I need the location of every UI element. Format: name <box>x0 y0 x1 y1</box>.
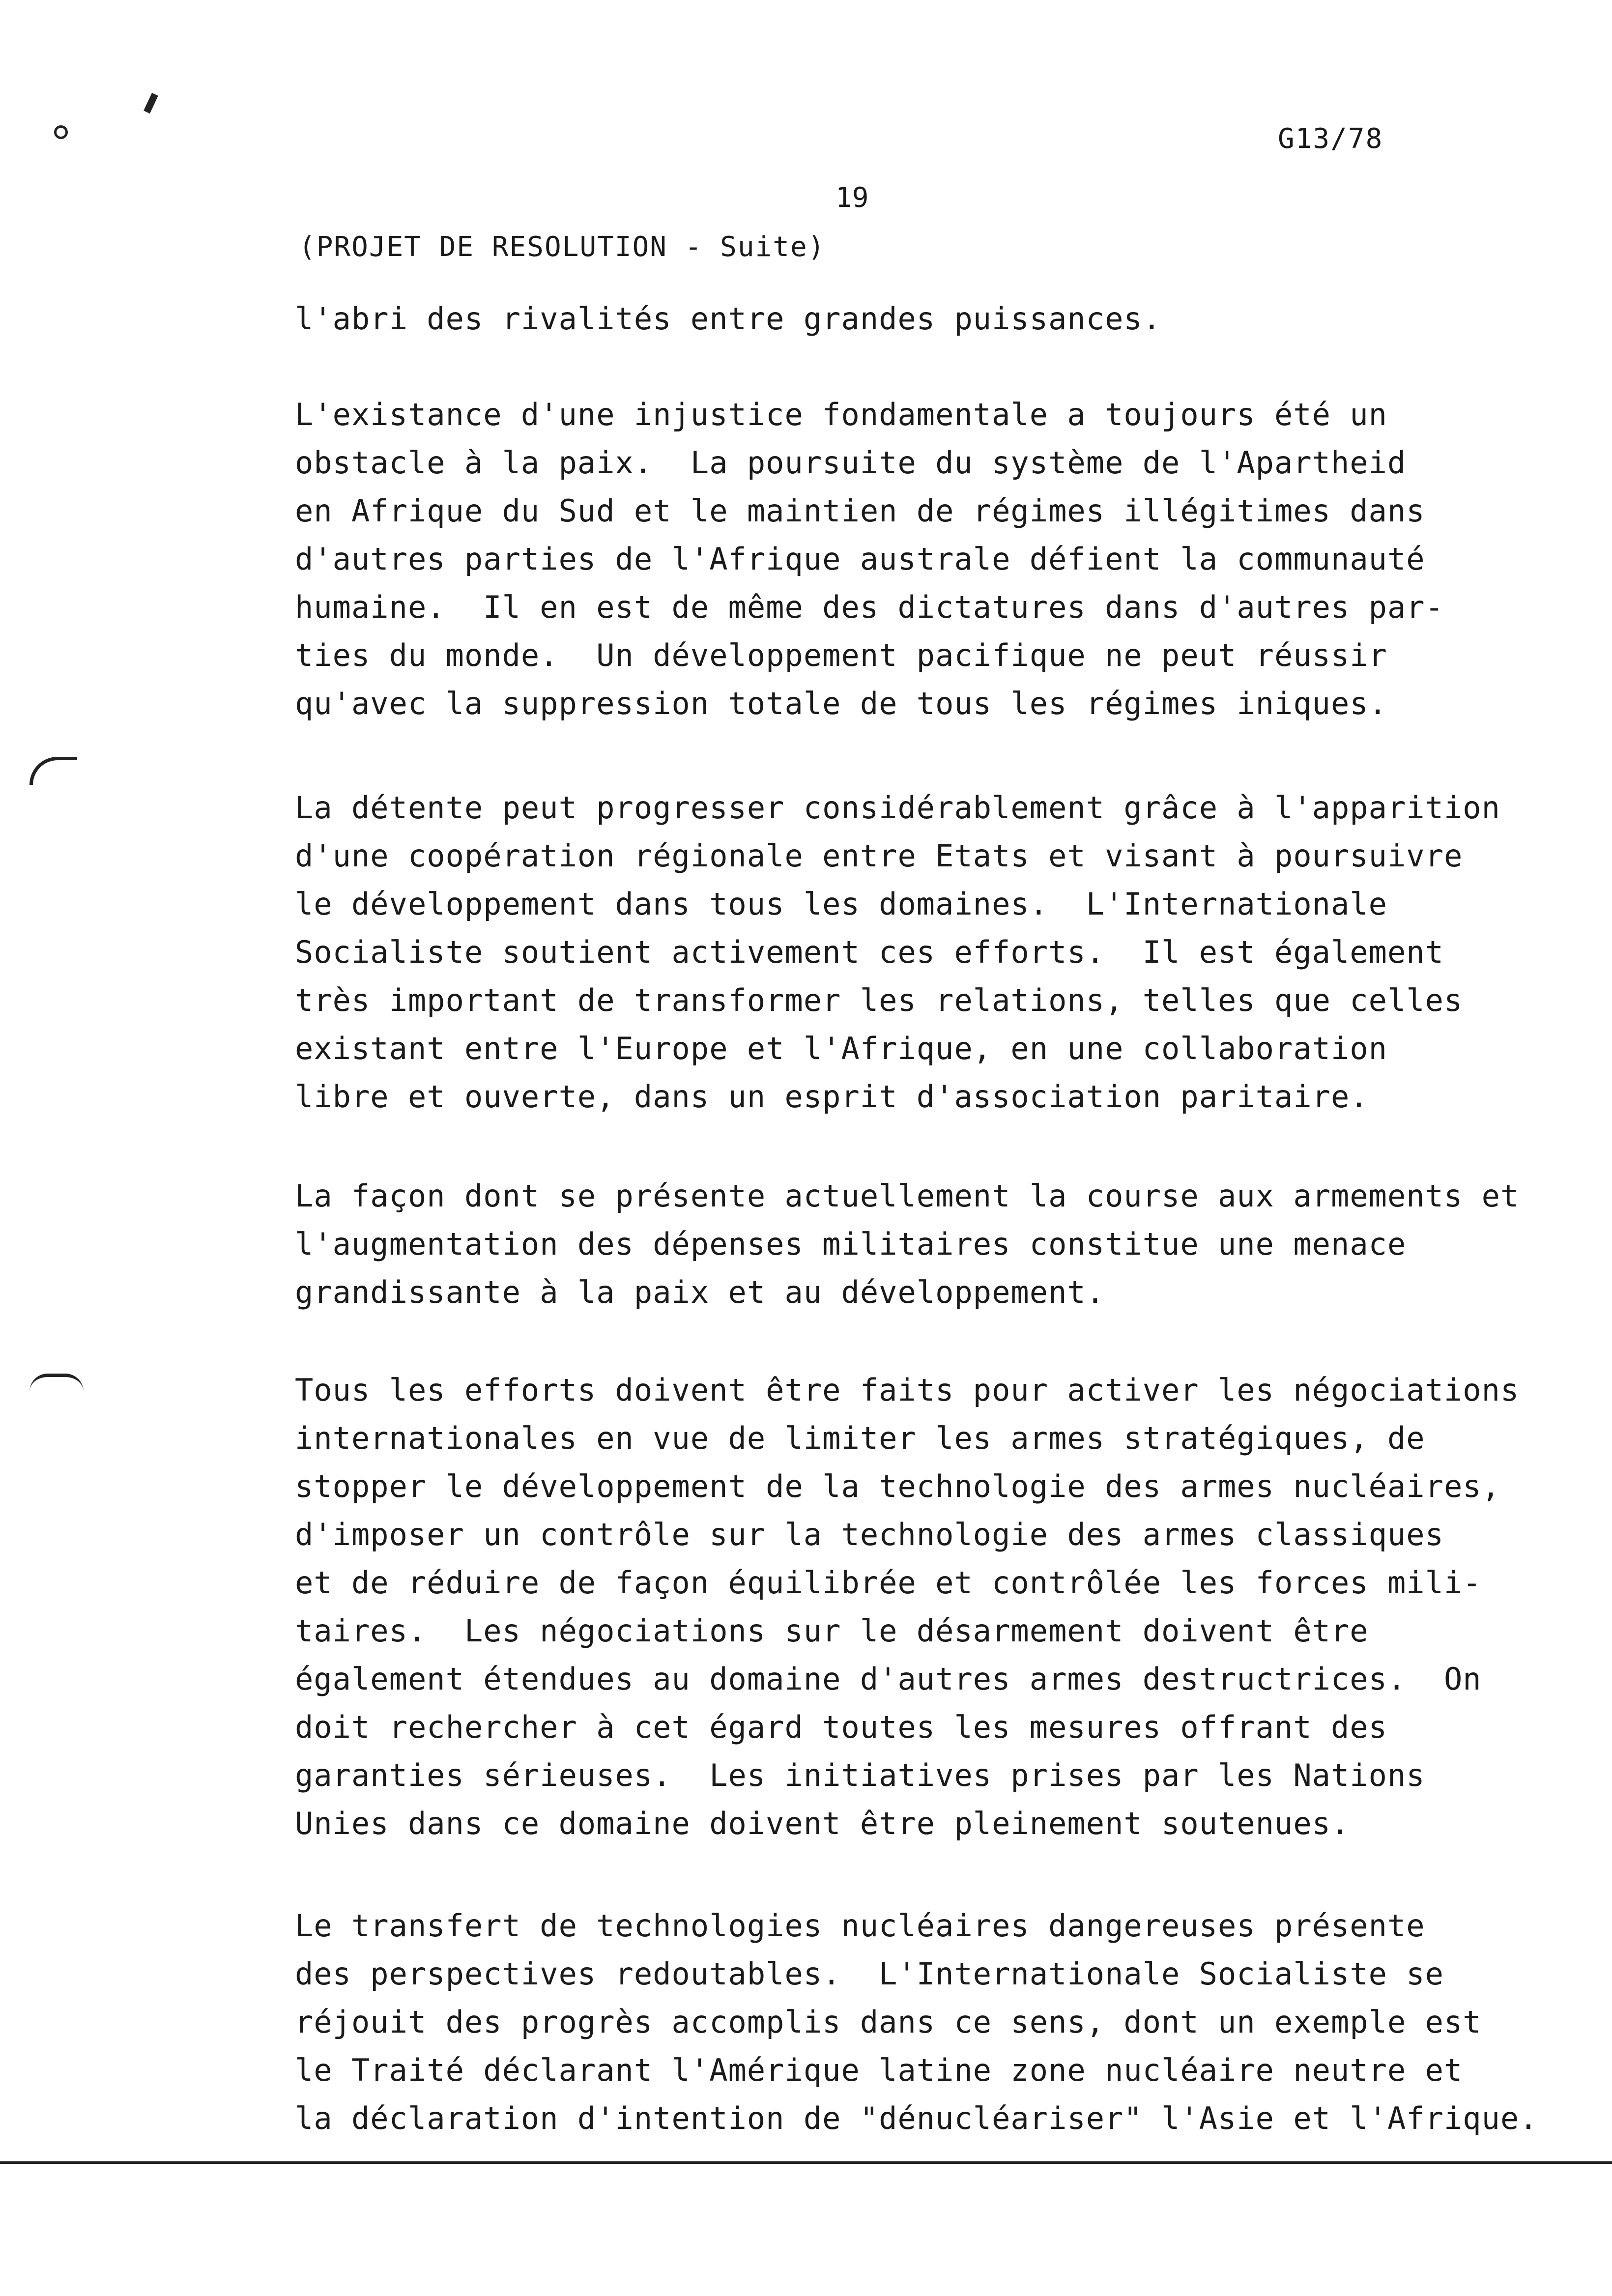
text-line: existant entre l'Europe et l'Afrique, en une collaboration <box>295 1031 1387 1066</box>
text-line: des perspectives redoutables. L'Internationale Socialiste se <box>295 1956 1444 1992</box>
paragraph-2 <box>295 391 1592 728</box>
text-line: d'autres parties de l'Afrique australe défient la communauté <box>295 541 1425 577</box>
margin-bracket-top <box>29 757 77 785</box>
text-line: doit rechercher à cet égard toutes les mesures offrant des <box>295 1709 1387 1745</box>
ink-dot <box>54 125 68 139</box>
text-line: garanties sérieuses. Les initiatives prises par les Nations <box>295 1757 1425 1793</box>
text-line: le Traité déclarant l'Amérique latine zone nucléaire neutre et <box>295 2052 1463 2088</box>
paragraph-1 <box>295 295 1592 343</box>
text-line: stopper le développement de la technologie des armes nucléaires, <box>295 1468 1500 1504</box>
text-line: et de réduire de façon équilibrée et contrôlée les forces mili- <box>295 1565 1482 1601</box>
pen-mark <box>144 93 158 114</box>
text-line: internationales en vue de limiter les armes stratégiques, de <box>295 1420 1425 1456</box>
bottom-rule <box>0 2161 1612 2164</box>
text-line: l'augmentation des dépenses militaires constitue une menace <box>295 1226 1407 1262</box>
text-line: libre et ouverte, dans un esprit d'association paritaire. <box>295 1079 1369 1115</box>
document-reference: G13/78 <box>1278 123 1383 155</box>
text-line: L'existance d'une injustice fondamentale a toujours été un <box>295 397 1387 432</box>
text-line: d'imposer un contrôle sur la technologie des armes classiques <box>295 1517 1444 1552</box>
section-title: (PROJET DE RESOLUTION - Suite) <box>299 231 826 263</box>
text-line: qu'avec la suppression totale de tous les régimes iniques. <box>295 686 1387 721</box>
paragraph-3 <box>295 784 1592 1121</box>
text-line: Unies dans ce domaine doivent être pleinement soutenues. <box>295 1806 1350 1841</box>
text-line: d'une coopération régionale entre Etats et visant à poursuivre <box>295 838 1463 874</box>
text-line: obstacle à la paix. La poursuite du système de l'Apartheid <box>295 445 1407 481</box>
text-line: la déclaration d'intention de "dénucléariser" l'Asie et l'Afrique. <box>295 2100 1538 2136</box>
page-number: 19 <box>835 182 869 214</box>
text-line: le développement dans tous les domaines. L'Internationale <box>295 886 1387 922</box>
text-line: Socialiste soutient activement ces efforts. Il est également <box>295 934 1444 970</box>
paragraph-6 <box>295 1902 1592 2143</box>
text-line: grandissante à la paix et au développement. <box>295 1274 1105 1310</box>
text-line: réjouit des progrès accomplis dans ce sens, dont un exemple est <box>295 2004 1482 2040</box>
paragraph-4 <box>295 1172 1592 1317</box>
text-line: en Afrique du Sud et le maintien de régimes illégitimes dans <box>295 493 1425 529</box>
text-line: Tous les efforts doivent être faits pour activer les négociations <box>295 1372 1520 1408</box>
paragraph-5 <box>295 1366 1592 1848</box>
margin-bracket-bottom <box>29 1374 84 1392</box>
text-line: également étendues au domaine d'autres armes destructrices. On <box>295 1661 1482 1697</box>
text-line: ties du monde. Un développement pacifique ne peut réussir <box>295 637 1387 673</box>
text-line: très important de transformer les relations, telles que celles <box>295 982 1463 1018</box>
text-line: La détente peut progresser considérablement grâce à l'apparition <box>295 790 1500 826</box>
text-line: humaine. Il en est de même des dictatures dans d'autres par- <box>295 589 1444 625</box>
text-line: Le transfert de technologies nucléaires dangereuses présente <box>295 1908 1425 1944</box>
text-line: l'abri des rivalités entre grandes puissances. <box>295 301 1162 337</box>
text-line: La façon dont se présente actuellement la course aux armements et <box>295 1178 1520 1214</box>
text-line: taires. Les négociations sur le désarmement doivent être <box>295 1613 1369 1649</box>
